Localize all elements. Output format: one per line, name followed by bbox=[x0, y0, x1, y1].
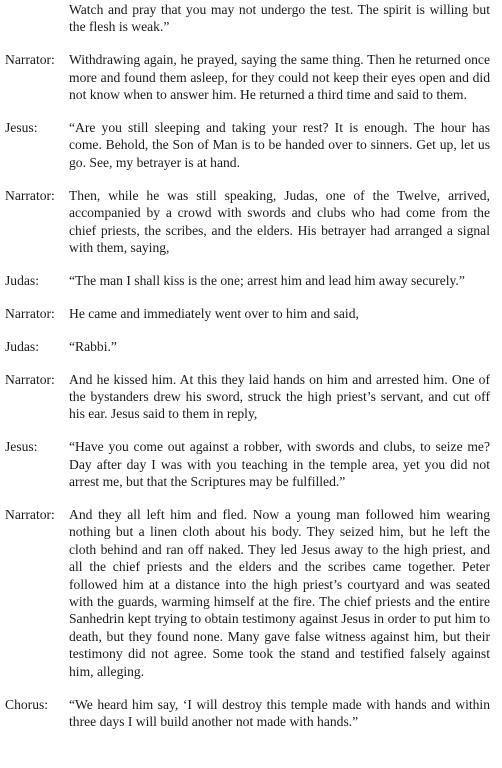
speaker-label: Narrator: bbox=[5, 507, 55, 523]
speaker-label bbox=[5, 1, 69, 36]
dialogue-entry bbox=[5, 187, 490, 257]
speech-text: “We heard him say, ‘I will destroy this temple made with hands and within three days I will build another not made with hands.” bbox=[69, 696, 490, 729]
speech-text: And they all left him and fled. Now a young man followed him wearing nothing but a linen cloth about his body. They seized him, but he left the cloth behind and ran off naked. They led Jesus away to the high priest, and all the chief priests and the elders and the scribes came together. Peter followed him at a distance into the high priest’s courtyard and was seated with the guards, warming himself at the fire. The chief priests and the entire Sanhedrin kept trying to obtain testimony against Jesus in order to put him to death, but they found none. Many gave false witness against him, but their testimony did not agree. Some took the stand and testified falsely against him, alleging. bbox=[69, 507, 490, 679]
speech-text: “The man I shall kiss is the one; arrest him and lead him away securely.” bbox=[69, 272, 465, 288]
dialogue-entry bbox=[5, 272, 490, 289]
speaker-label: Narrator: bbox=[5, 187, 55, 203]
speech-text: “Have you come out against a robber, with swords and clubs, to seize me? Day after day I was with you teaching in the temple area, yet you did not arrest me, but that the Scriptures may be fulfilled.” bbox=[69, 439, 490, 490]
speech-text: Withdrawing again, he prayed, saying the same thing. Then he returned once more and found them asleep, for they could not keep their eyes open and did not know when to answer him. He returned a third time and said to them. bbox=[69, 52, 490, 103]
speech-text: Watch and pray that you may not undergo the test. The spirit is willing but the flesh is weak.” bbox=[69, 2, 490, 35]
speaker-label: Narrator: bbox=[5, 52, 55, 68]
speaker-label: Jesus: bbox=[5, 439, 38, 455]
dialogue-entry bbox=[5, 506, 490, 680]
dialogue-entry bbox=[5, 305, 490, 322]
speech-text: Then, while he was still speaking, Judas, one of the Twelve, arrived, accompanied by a crowd with swords and clubs who had come from the chief priests, the scribes, and the elders. His betrayer had arranged a signal with them, saying, bbox=[69, 187, 490, 255]
speech-text: He came and immediately went over to him and said, bbox=[69, 305, 359, 321]
speech-text: “Are you still sleeping and taking your rest? It is enough. The hour has come. Behold, the Son of Man is to be handed over to sinners. Get up, let us go. See, my betrayer is at hand. bbox=[69, 120, 490, 170]
speaker-label: Judas: bbox=[5, 338, 39, 354]
dialogue-entry bbox=[5, 119, 490, 171]
dialogue-entry bbox=[5, 51, 490, 103]
dialogue-entry bbox=[5, 371, 490, 423]
speaker-label: Narrator: bbox=[5, 371, 55, 387]
speech-text: “Rabbi.” bbox=[69, 338, 117, 354]
dialogue-entry bbox=[5, 696, 490, 731]
speaker-label: Judas: bbox=[5, 272, 39, 288]
speech-text: And he kissed him. At this they laid hands on him and arrested him. One of the bystanders drew his sword, struck the high priest’s servant, and cut off his ear. Jesus said to them in reply, bbox=[69, 371, 490, 422]
dialogue-entry bbox=[5, 338, 490, 355]
speaker-label: Jesus: bbox=[5, 120, 38, 136]
dialogue-entry bbox=[5, 438, 490, 490]
dialogue-entry bbox=[5, 1, 490, 36]
speaker-label: Narrator: bbox=[5, 305, 55, 321]
speaker-label: Chorus: bbox=[5, 696, 49, 712]
